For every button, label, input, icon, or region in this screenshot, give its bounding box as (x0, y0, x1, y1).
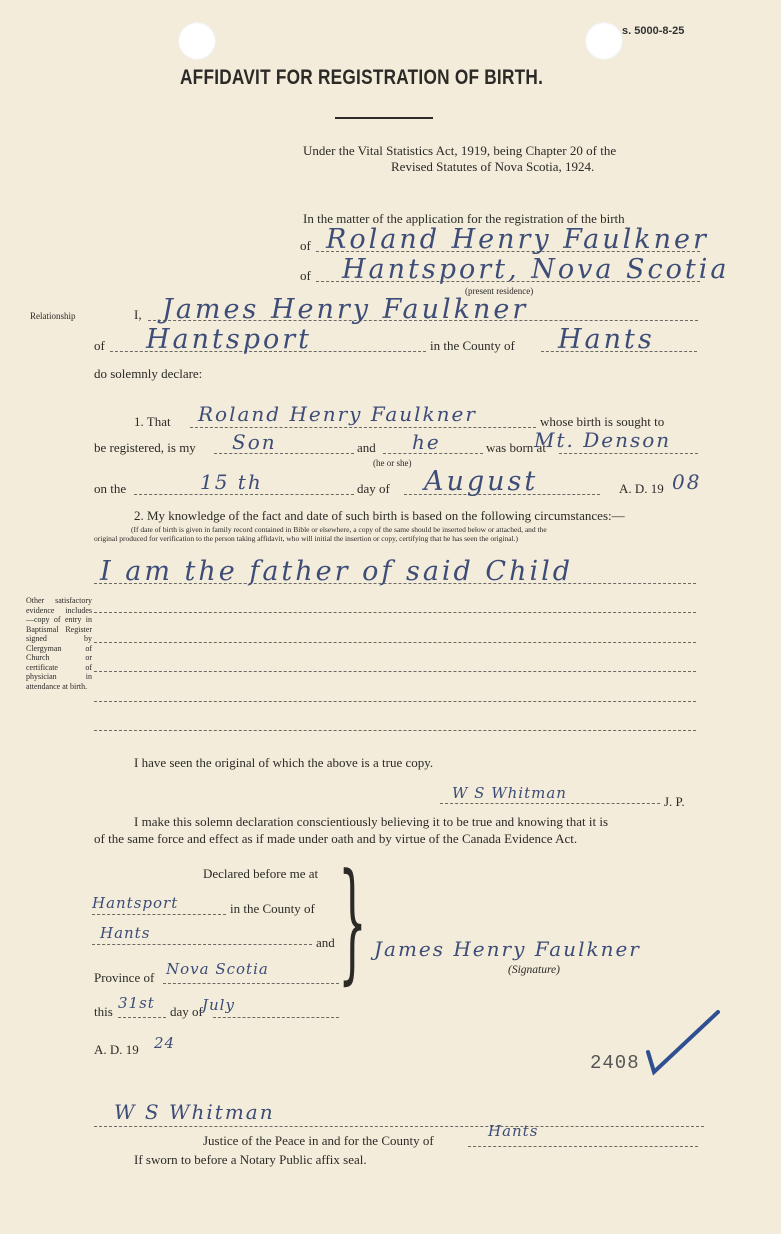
relationship-label: Relationship (30, 311, 76, 321)
day-of-label-2: day of (170, 1004, 203, 1019)
declarant-county-handwritten: Hants (558, 324, 655, 355)
and-label-2: and (316, 935, 335, 950)
he-or-she-caption: (he or she) (373, 458, 412, 468)
province-line (163, 983, 339, 984)
born-at-label: was born at (486, 440, 546, 455)
circumstance-line-6 (94, 730, 696, 731)
birth-month-handwritten: August (424, 466, 539, 497)
county-label-1: in the County of (430, 338, 515, 353)
residence-caption: (present residence) (465, 286, 534, 296)
para1-whose: whose birth is sought to (540, 414, 665, 429)
act-line-2: Revised Statutes of Nova Scotia, 1924. (391, 159, 595, 174)
solemnly-declare: do solemnly declare: (94, 366, 203, 381)
birth-place-line (559, 453, 698, 454)
province-handwritten: Nova Scotia (166, 960, 269, 978)
para2-note-2: original produced for verification to the person taking affidavit, who will initial the insertion or copy, certifying that he has seen the original.) (94, 534, 519, 543)
declared-before-label: Declared before me at (203, 866, 319, 881)
notary-note: If sworn to before a Notary Public affix seal. (134, 1152, 367, 1167)
para1-child-handwritten: Roland Henry Faulkner (198, 402, 477, 426)
declarant-name-handwritten: James Henry Faulkner (162, 294, 529, 325)
declarant-signature-handwritten: James Henry Faulkner (374, 937, 641, 961)
birth-year-handwritten: 08 (672, 470, 702, 494)
relation-handwritten: Son (232, 430, 277, 454)
seen-original: I have seen the original of which the above is a true copy. (134, 755, 434, 770)
para2-text: 2. My knowledge of the fact and date of such birth is based on the following circumstances:— (134, 508, 625, 523)
justice-signature-handwritten: W S Whitman (114, 1100, 275, 1124)
decl-day-handwritten: 31st (118, 994, 155, 1012)
birth-day-line (134, 494, 354, 495)
pronoun-handwritten: he (412, 430, 441, 454)
birth-place-handwritten: Mt. Denson (534, 428, 672, 452)
justice-county-handwritten: Hants (488, 1122, 539, 1140)
decl-month-handwritten: July (202, 996, 235, 1014)
matter-line: In the matter of the application for the registration of the birth (303, 211, 625, 226)
right-brace: } (338, 845, 367, 997)
act-line-1: Under the Vital Statistics Act, 1919, being Chapter 20 of the (303, 143, 617, 158)
declared-county-line (92, 944, 312, 945)
province-label: Province of (94, 970, 155, 985)
declared-place-handwritten: Hantsport (92, 894, 179, 912)
in-county-label: in the County of (230, 901, 315, 916)
circumstances-handwritten: I am the father of said Child (100, 556, 574, 587)
para2-note-1: (If date of birth is given in family record contained in Bible or elsewhere, a copy of the same should be inserted below or attached, and the (131, 525, 547, 534)
of-label-3: of (94, 338, 105, 353)
circumstance-line-2 (94, 612, 696, 613)
child-name-handwritten: Roland Henry Faulkner (326, 224, 709, 255)
child-residence-handwritten: Hantsport, Nova Scotia (342, 254, 730, 285)
justice-county-line (468, 1146, 698, 1147)
title-rule (335, 117, 433, 119)
jp-signature-handwritten: W S Whitman (452, 784, 567, 802)
ad-label-2: A. D. 19 (94, 1042, 139, 1057)
i-label: I, (134, 307, 142, 322)
punch-hole-right (585, 22, 623, 60)
circumstance-line-4 (94, 671, 696, 672)
decl-day-line (118, 1017, 166, 1018)
justice-signature-line (94, 1126, 704, 1127)
on-the-label: on the (94, 481, 127, 496)
checkmark-icon (640, 1006, 724, 1080)
signature-caption: (Signature) (508, 964, 560, 976)
decl-month-line (213, 1017, 339, 1018)
day-of-label-1: day of (357, 481, 390, 496)
of-label-2: of (300, 268, 311, 283)
declarant-place-handwritten: Hantsport (146, 324, 313, 355)
para1-that: 1. That (134, 414, 171, 429)
para1-child-line (190, 427, 536, 428)
declared-county-handwritten: Hants (100, 924, 151, 942)
punch-hole-left (178, 22, 216, 60)
circumstance-line-3 (94, 642, 696, 643)
birth-day-handwritten: 15 th (200, 470, 263, 494)
document-title: AFFIDAVIT FOR REGISTRATION OF BIRTH. (180, 66, 544, 89)
and-label-1: and (357, 440, 376, 455)
this-label: this (94, 1004, 113, 1019)
ad-label-1: A. D. 19 (619, 481, 664, 496)
declared-place-line (92, 914, 226, 915)
justice-label: Justice of the Peace in and for the County of (203, 1133, 434, 1148)
declaration-line-2: of the same force and effect as if made under oath and by virtue of the Canada Evidence Act. (94, 831, 578, 846)
declaration-line-1: I make this solemn declaration conscientiously believing it to be true and knowing that it is (134, 814, 609, 829)
para1-registered: be registered, is my (94, 440, 196, 455)
side-note: Other satisfactory evidence includes —copy of entry in Baptismal Register signed by Clergyman of Church or certificate of physician in attendance at birth. (26, 596, 92, 691)
stamp-number: 2408 (590, 1052, 640, 1074)
form-number: s. 5000-8-25 (622, 25, 685, 37)
jp-label: J. P. (664, 794, 685, 809)
of-label-1: of (300, 238, 311, 253)
decl-year-handwritten: 24 (154, 1034, 176, 1052)
circumstance-line-5 (94, 701, 696, 702)
jp-signature-line (440, 803, 660, 804)
